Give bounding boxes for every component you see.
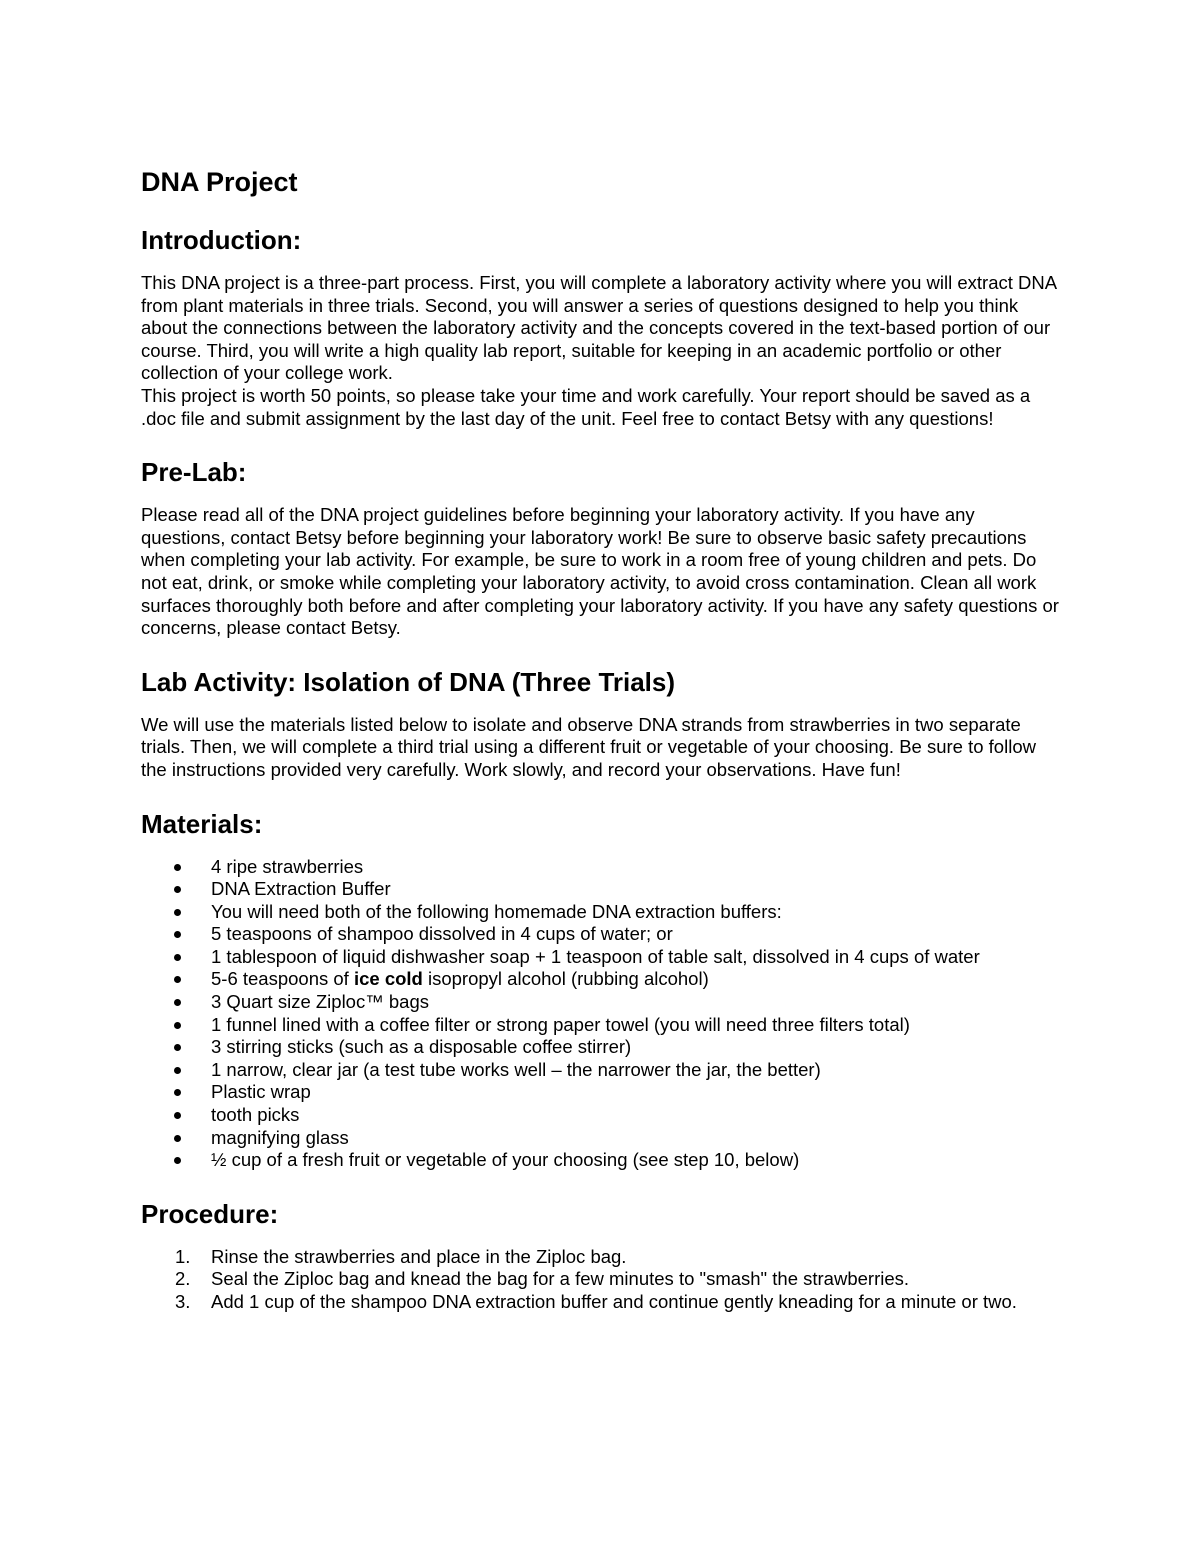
list-item: [141, 1127, 1061, 1150]
list-item: [141, 923, 1061, 946]
material-text: 3 stirring sticks (such as a disposable coffee stirrer): [211, 1036, 632, 1058]
bullet-icon: [174, 1112, 181, 1119]
material-text-after: isopropyl alcohol (rubbing alcohol): [422, 968, 709, 990]
bullet-icon: [174, 909, 181, 916]
list-item: [141, 901, 1061, 924]
bullet-icon: [174, 1089, 181, 1096]
step-text: Seal the Ziploc bag and knead the bag for a few minutes to "smash" the strawberries.: [211, 1268, 910, 1290]
prelab-paragraph: Please read all of the DNA project guidelines before beginning your laboratory activity. If you have any questions, contact Betsy before beginning your laboratory work! Be sure to observe basic safety precautions when completing your lab activity. For example, be sure to work in a room free of young children and pets. Do not eat, drink, or smoke while completing your laboratory activity, to avoid cross contamination. Clean all work surfaces thoroughly both before and after completing your laboratory activity. If you have any safety questions or concerns, please contact Betsy.: [141, 504, 1059, 639]
step-text: Add 1 cup of the shampoo DNA extraction buffer and continue gently kneading for a minute or two.: [211, 1291, 1017, 1312]
introduction-heading: Introduction:: [141, 225, 302, 255]
list-item: [141, 1291, 1061, 1314]
introduction-section: [141, 222, 1061, 430]
bullet-icon: [174, 1157, 181, 1164]
lab-activity-heading: Lab Activity: Isolation of DNA (Three Trials): [141, 666, 676, 697]
step-text: Rinse the strawberries and place in the Ziploc bag.: [211, 1245, 627, 1267]
list-item: [141, 1268, 1061, 1291]
material-text: DNA Extraction Buffer: [211, 878, 391, 900]
procedure-section: [141, 1196, 1061, 1314]
bullet-icon: [174, 1022, 181, 1029]
materials-list: [141, 856, 1061, 1172]
list-item: [141, 946, 1061, 969]
lab-activity-paragraph: We will use the materials listed below to isolate and observe DNA strands from strawberries in two separate trials. Then, we will complete a third trial using a different fruit or vegetable of your choosing. Be sure to follow the instructions provided very carefully. Work slowly, and record your observations. Have fun!: [141, 713, 1036, 780]
bullet-icon: [174, 864, 181, 871]
material-text: tooth picks: [211, 1104, 300, 1126]
bullet-icon: [174, 999, 181, 1006]
procedure-list: [141, 1246, 1061, 1314]
bullet-icon: [174, 976, 181, 983]
bullet-icon: [174, 954, 181, 961]
materials-section: [141, 806, 1061, 1172]
document-page: [141, 160, 1061, 1338]
material-text: 3 Quart size Ziploc™ bags: [211, 991, 429, 1013]
introduction-paragraph-2: This project is worth 50 points, so please take your time and work carefully. Your report should be saved as a .doc file and submit assignment by the last day of the unit. Feel free to contact Betsy with any questions!: [141, 384, 1031, 429]
document-title: DNA Project: [141, 167, 298, 197]
list-item: [141, 968, 1061, 991]
bullet-icon: [174, 1135, 181, 1142]
material-text: magnifying glass: [211, 1126, 349, 1148]
bullet-icon: [174, 931, 181, 938]
materials-heading: Materials:: [141, 808, 263, 839]
material-text-bold: ice cold: [353, 968, 423, 990]
prelab-heading: Pre-Lab:: [141, 457, 247, 488]
list-item: [141, 1104, 1061, 1127]
prelab-section: [141, 454, 1061, 640]
lab-activity-section: [141, 664, 1061, 782]
material-text: 1 narrow, clear jar (a test tube works well – the narrower the jar, the better): [211, 1058, 821, 1080]
procedure-heading: Procedure:: [141, 1198, 279, 1229]
material-text: 1 tablespoon of liquid dishwasher soap + 1 teaspoon of table salt, dissolved in 4 cups of water: [211, 945, 980, 967]
material-text-before: 5-6 teaspoons of: [211, 968, 354, 990]
material-text: 4 ripe strawberries: [211, 855, 364, 877]
step-number: 2.: [175, 1268, 191, 1290]
bullet-icon: [174, 886, 181, 893]
list-item: [141, 1246, 1061, 1269]
list-item: [141, 1014, 1061, 1037]
list-item: [141, 1149, 1061, 1172]
material-text: You will need both of the following homemade DNA extraction buffers:: [211, 900, 782, 922]
material-text: Plastic wrap: [211, 1081, 311, 1103]
material-text: ½ cup of a fresh fruit or vegetable of your choosing (see step 10, below): [211, 1149, 800, 1171]
list-item: [141, 1036, 1061, 1059]
step-number: 1.: [175, 1245, 191, 1267]
step-number: 3.: [175, 1291, 191, 1312]
list-item: [141, 991, 1061, 1014]
list-item: [141, 1081, 1061, 1104]
bullet-icon: [174, 1044, 181, 1051]
material-text: 5 teaspoons of shampoo dissolved in 4 cups of water; or: [211, 923, 673, 945]
list-item: [141, 878, 1061, 901]
material-text: 1 funnel lined with a coffee filter or strong paper towel (you will need three filters total): [211, 1013, 910, 1035]
introduction-paragraph-1: This DNA project is a three-part process. First, you will complete a laboratory activity where you will extract DNA from plant materials in three trials. Second, you will answer a series of questions designed to help you think about the connections between the laboratory activity and the concepts covered in the text-based portion of our course. Third, you will write a high quality lab report, suitable for keeping in an academic portfolio or other collection of your college work.: [141, 272, 1057, 384]
list-item: [141, 1059, 1061, 1082]
list-item: [141, 856, 1061, 879]
bullet-icon: [174, 1067, 181, 1074]
